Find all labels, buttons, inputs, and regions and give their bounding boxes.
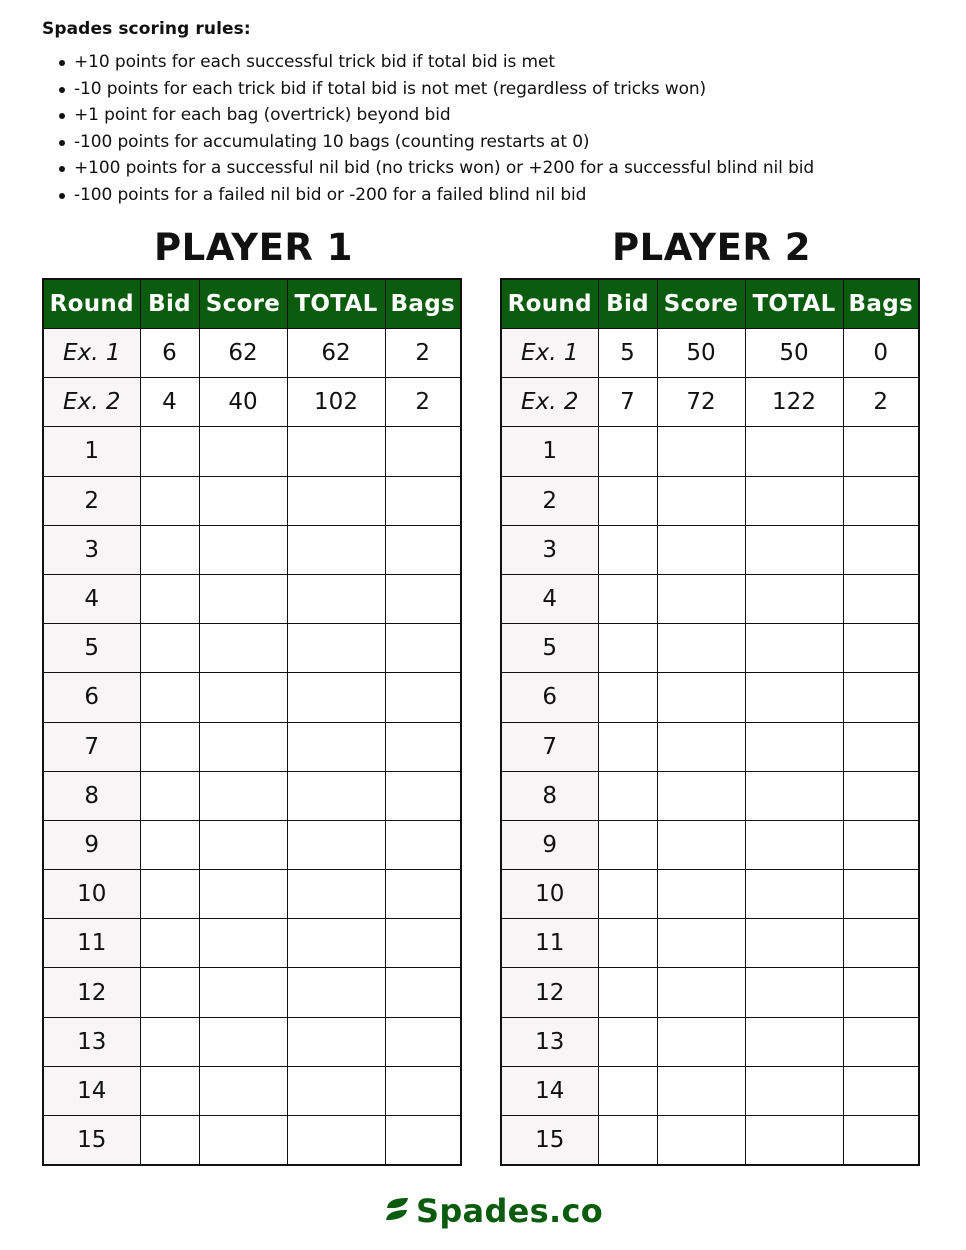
example-bags-cell: 2 bbox=[385, 329, 461, 378]
total-entry-cell[interactable] bbox=[745, 771, 843, 820]
bid-entry-cell[interactable] bbox=[140, 820, 199, 869]
bags-entry-cell[interactable] bbox=[385, 1116, 461, 1166]
bags-entry-cell[interactable] bbox=[385, 574, 461, 623]
score-entry-cell[interactable] bbox=[199, 722, 287, 771]
player-2-title: PLAYER 2 bbox=[612, 226, 811, 269]
bid-entry-cell[interactable] bbox=[598, 1017, 657, 1066]
score-entry-cell[interactable] bbox=[199, 476, 287, 525]
bags-entry-cell[interactable] bbox=[843, 525, 919, 574]
example-score-cell: 72 bbox=[657, 378, 745, 427]
rule-item: +10 points for each successful trick bid if total bid is met bbox=[42, 49, 814, 76]
example-score-cell: 62 bbox=[199, 329, 287, 378]
bid-entry-cell[interactable] bbox=[598, 427, 657, 476]
score-entry-cell[interactable] bbox=[199, 1116, 287, 1166]
bid-entry-cell[interactable] bbox=[140, 1116, 199, 1166]
score-entry-cell[interactable] bbox=[657, 771, 745, 820]
score-entry-cell[interactable] bbox=[657, 722, 745, 771]
round-number-cell: 15 bbox=[43, 1116, 140, 1166]
total-entry-cell[interactable] bbox=[745, 427, 843, 476]
bags-entry-cell[interactable] bbox=[843, 1017, 919, 1066]
total-entry-cell[interactable] bbox=[745, 624, 843, 673]
table-row bbox=[43, 968, 461, 1017]
total-entry-cell[interactable] bbox=[287, 1017, 385, 1066]
bags-entry-cell[interactable] bbox=[385, 673, 461, 722]
bags-entry-cell[interactable] bbox=[385, 427, 461, 476]
example-round-cell: Ex. 2 bbox=[43, 378, 140, 427]
example-bid-cell: 4 bbox=[140, 378, 199, 427]
table-row bbox=[43, 870, 461, 919]
bags-entry-cell[interactable] bbox=[385, 722, 461, 771]
bid-header: Bid bbox=[598, 279, 657, 329]
bid-entry-cell[interactable] bbox=[140, 476, 199, 525]
score-entry-cell[interactable] bbox=[199, 574, 287, 623]
table-row bbox=[43, 427, 461, 476]
bid-entry-cell[interactable] bbox=[598, 1066, 657, 1115]
round-number-cell: 5 bbox=[43, 624, 140, 673]
round-number-cell: 1 bbox=[43, 427, 140, 476]
bags-entry-cell[interactable] bbox=[843, 427, 919, 476]
table-row bbox=[501, 820, 919, 869]
total-entry-cell[interactable] bbox=[287, 771, 385, 820]
bid-entry-cell[interactable] bbox=[140, 427, 199, 476]
example-bags-cell: 0 bbox=[843, 329, 919, 378]
total-entry-cell[interactable] bbox=[745, 1017, 843, 1066]
round-header: Round bbox=[43, 279, 140, 329]
bags-entry-cell[interactable] bbox=[385, 476, 461, 525]
total-entry-cell[interactable] bbox=[745, 525, 843, 574]
bid-entry-cell[interactable] bbox=[598, 624, 657, 673]
bags-entry-cell[interactable] bbox=[385, 820, 461, 869]
total-entry-cell[interactable] bbox=[745, 574, 843, 623]
score-entry-cell[interactable] bbox=[199, 427, 287, 476]
table-row bbox=[501, 870, 919, 919]
example-bid-cell: 5 bbox=[598, 329, 657, 378]
score-entry-cell[interactable] bbox=[657, 919, 745, 968]
brand-name: Spades.co bbox=[416, 1192, 604, 1230]
score-entry-cell[interactable] bbox=[657, 476, 745, 525]
total-entry-cell[interactable] bbox=[745, 870, 843, 919]
bags-entry-cell[interactable] bbox=[843, 476, 919, 525]
round-number-cell: 14 bbox=[501, 1066, 598, 1115]
table-row bbox=[501, 574, 919, 623]
bags-entry-cell[interactable] bbox=[385, 1017, 461, 1066]
bid-entry-cell[interactable] bbox=[140, 1017, 199, 1066]
bid-entry-cell[interactable] bbox=[598, 1116, 657, 1166]
score-entry-cell[interactable] bbox=[657, 673, 745, 722]
bags-entry-cell[interactable] bbox=[843, 624, 919, 673]
score-entry-cell[interactable] bbox=[199, 525, 287, 574]
round-number-cell: 15 bbox=[501, 1116, 598, 1166]
bid-entry-cell[interactable] bbox=[598, 574, 657, 623]
total-entry-cell[interactable] bbox=[745, 673, 843, 722]
rules-list bbox=[42, 49, 814, 209]
total-entry-cell[interactable] bbox=[287, 574, 385, 623]
bid-entry-cell[interactable] bbox=[140, 870, 199, 919]
table-row bbox=[501, 919, 919, 968]
bags-entry-cell[interactable] bbox=[843, 574, 919, 623]
example-bid-cell: 6 bbox=[140, 329, 199, 378]
example-row bbox=[43, 378, 461, 427]
table-row bbox=[501, 673, 919, 722]
round-number-cell: 4 bbox=[43, 574, 140, 623]
bags-entry-cell[interactable] bbox=[843, 870, 919, 919]
round-number-cell: 7 bbox=[43, 722, 140, 771]
score-entry-cell[interactable] bbox=[199, 673, 287, 722]
example-row bbox=[501, 329, 919, 378]
total-header: TOTAL bbox=[287, 279, 385, 329]
bags-entry-cell[interactable] bbox=[843, 673, 919, 722]
score-entry-cell[interactable] bbox=[657, 968, 745, 1017]
bags-entry-cell[interactable] bbox=[385, 1066, 461, 1115]
round-number-cell: 11 bbox=[501, 919, 598, 968]
bid-entry-cell[interactable] bbox=[598, 771, 657, 820]
bid-entry-cell[interactable] bbox=[140, 1066, 199, 1115]
total-entry-cell[interactable] bbox=[287, 624, 385, 673]
bags-entry-cell[interactable] bbox=[385, 919, 461, 968]
round-number-cell: 1 bbox=[501, 427, 598, 476]
table-row bbox=[43, 919, 461, 968]
example-bags-cell: 2 bbox=[843, 378, 919, 427]
total-entry-cell[interactable] bbox=[287, 476, 385, 525]
rules-title: Spades scoring rules: bbox=[42, 19, 251, 39]
score-entry-cell[interactable] bbox=[657, 574, 745, 623]
player-1-score-table bbox=[42, 278, 462, 1166]
rule-item: -100 points for a failed nil bid or -200 for a failed blind nil bid bbox=[42, 182, 814, 209]
score-entry-cell[interactable] bbox=[657, 624, 745, 673]
example-score-cell: 50 bbox=[657, 329, 745, 378]
total-entry-cell[interactable] bbox=[287, 1066, 385, 1115]
bid-entry-cell[interactable] bbox=[140, 722, 199, 771]
round-header: Round bbox=[501, 279, 598, 329]
bags-entry-cell[interactable] bbox=[843, 722, 919, 771]
bid-entry-cell[interactable] bbox=[140, 525, 199, 574]
round-number-cell: 13 bbox=[501, 1017, 598, 1066]
bid-entry-cell[interactable] bbox=[598, 476, 657, 525]
round-number-cell: 13 bbox=[43, 1017, 140, 1066]
table-row bbox=[43, 673, 461, 722]
bid-entry-cell[interactable] bbox=[598, 870, 657, 919]
table-row bbox=[501, 1066, 919, 1115]
example-round-cell: Ex. 2 bbox=[501, 378, 598, 427]
leaf-logo-icon bbox=[384, 1196, 410, 1226]
bid-entry-cell[interactable] bbox=[598, 919, 657, 968]
total-entry-cell[interactable] bbox=[745, 476, 843, 525]
example-row bbox=[43, 329, 461, 378]
bags-header: Bags bbox=[385, 279, 461, 329]
player-2-score-table bbox=[500, 278, 920, 1166]
score-entry-cell[interactable] bbox=[657, 1066, 745, 1115]
example-round-cell: Ex. 1 bbox=[43, 329, 140, 378]
bags-entry-cell[interactable] bbox=[385, 870, 461, 919]
score-entry-cell[interactable] bbox=[199, 771, 287, 820]
bid-entry-cell[interactable] bbox=[140, 624, 199, 673]
round-number-cell: 9 bbox=[43, 820, 140, 869]
total-entry-cell[interactable] bbox=[745, 1066, 843, 1115]
example-total-cell: 102 bbox=[287, 378, 385, 427]
score-entry-cell[interactable] bbox=[657, 870, 745, 919]
score-entry-cell[interactable] bbox=[199, 1017, 287, 1066]
table-header-row bbox=[43, 279, 461, 329]
bags-entry-cell[interactable] bbox=[385, 968, 461, 1017]
example-total-cell: 122 bbox=[745, 378, 843, 427]
rule-item: +1 point for each bag (overtrick) beyond bid bbox=[42, 102, 814, 129]
round-number-cell: 12 bbox=[43, 968, 140, 1017]
bid-entry-cell[interactable] bbox=[598, 673, 657, 722]
round-number-cell: 6 bbox=[43, 673, 140, 722]
total-entry-cell[interactable] bbox=[287, 820, 385, 869]
player-1-title: PLAYER 1 bbox=[154, 226, 353, 269]
table-row bbox=[43, 624, 461, 673]
table-row bbox=[43, 1116, 461, 1166]
total-entry-cell[interactable] bbox=[287, 722, 385, 771]
total-entry-cell[interactable] bbox=[287, 427, 385, 476]
bid-entry-cell[interactable] bbox=[598, 525, 657, 574]
score-entry-cell[interactable] bbox=[199, 1066, 287, 1115]
bid-entry-cell[interactable] bbox=[140, 673, 199, 722]
bags-entry-cell[interactable] bbox=[385, 624, 461, 673]
brand-logo bbox=[384, 1189, 603, 1233]
total-entry-cell[interactable] bbox=[745, 968, 843, 1017]
round-number-cell: 3 bbox=[501, 525, 598, 574]
round-number-cell: 11 bbox=[43, 919, 140, 968]
score-entry-cell[interactable] bbox=[657, 1116, 745, 1166]
bags-entry-cell[interactable] bbox=[843, 968, 919, 1017]
round-number-cell: 8 bbox=[501, 771, 598, 820]
score-entry-cell[interactable] bbox=[657, 1017, 745, 1066]
table-row bbox=[43, 574, 461, 623]
score-entry-cell[interactable] bbox=[199, 624, 287, 673]
round-number-cell: 10 bbox=[501, 870, 598, 919]
bags-entry-cell[interactable] bbox=[385, 771, 461, 820]
round-number-cell: 4 bbox=[501, 574, 598, 623]
score-entry-cell[interactable] bbox=[199, 870, 287, 919]
example-row bbox=[501, 378, 919, 427]
total-entry-cell[interactable] bbox=[287, 673, 385, 722]
score-header: Score bbox=[657, 279, 745, 329]
score-entry-cell[interactable] bbox=[199, 820, 287, 869]
bid-entry-cell[interactable] bbox=[140, 919, 199, 968]
round-number-cell: 8 bbox=[43, 771, 140, 820]
total-entry-cell[interactable] bbox=[745, 919, 843, 968]
table-row bbox=[43, 722, 461, 771]
example-round-cell: Ex. 1 bbox=[501, 329, 598, 378]
score-entry-cell[interactable] bbox=[657, 427, 745, 476]
round-number-cell: 14 bbox=[43, 1066, 140, 1115]
score-entry-cell[interactable] bbox=[199, 919, 287, 968]
table-row bbox=[43, 820, 461, 869]
table-row bbox=[501, 771, 919, 820]
total-entry-cell[interactable] bbox=[287, 870, 385, 919]
round-number-cell: 6 bbox=[501, 673, 598, 722]
table-row bbox=[501, 1017, 919, 1066]
total-entry-cell[interactable] bbox=[745, 722, 843, 771]
bags-entry-cell[interactable] bbox=[843, 1116, 919, 1166]
total-entry-cell[interactable] bbox=[287, 525, 385, 574]
bags-entry-cell[interactable] bbox=[843, 1066, 919, 1115]
table-row bbox=[43, 476, 461, 525]
table-row bbox=[43, 1066, 461, 1115]
bags-header: Bags bbox=[843, 279, 919, 329]
score-header: Score bbox=[199, 279, 287, 329]
bid-entry-cell[interactable] bbox=[598, 722, 657, 771]
bags-entry-cell[interactable] bbox=[385, 525, 461, 574]
bags-entry-cell[interactable] bbox=[843, 820, 919, 869]
rule-item: -100 points for accumulating 10 bags (counting restarts at 0) bbox=[42, 129, 814, 156]
round-number-cell: 5 bbox=[501, 624, 598, 673]
table-row bbox=[501, 476, 919, 525]
table-row bbox=[43, 525, 461, 574]
round-number-cell: 12 bbox=[501, 968, 598, 1017]
rule-item: +100 points for a successful nil bid (no tricks won) or +200 for a successful blind nil bid bbox=[42, 155, 814, 182]
table-row bbox=[501, 722, 919, 771]
bid-header: Bid bbox=[140, 279, 199, 329]
bid-entry-cell[interactable] bbox=[140, 574, 199, 623]
score-entry-cell[interactable] bbox=[657, 525, 745, 574]
table-row bbox=[501, 968, 919, 1017]
score-entry-cell[interactable] bbox=[199, 968, 287, 1017]
table-row bbox=[501, 525, 919, 574]
total-entry-cell[interactable] bbox=[287, 919, 385, 968]
bags-entry-cell[interactable] bbox=[843, 919, 919, 968]
bid-entry-cell[interactable] bbox=[598, 820, 657, 869]
round-number-cell: 3 bbox=[43, 525, 140, 574]
total-entry-cell[interactable] bbox=[287, 1116, 385, 1166]
total-entry-cell[interactable] bbox=[745, 1116, 843, 1166]
example-total-cell: 50 bbox=[745, 329, 843, 378]
bid-entry-cell[interactable] bbox=[140, 771, 199, 820]
score-entry-cell[interactable] bbox=[657, 820, 745, 869]
table-header-row bbox=[501, 279, 919, 329]
total-entry-cell[interactable] bbox=[287, 968, 385, 1017]
total-header: TOTAL bbox=[745, 279, 843, 329]
round-number-cell: 2 bbox=[501, 476, 598, 525]
example-bags-cell: 2 bbox=[385, 378, 461, 427]
table-row bbox=[501, 1116, 919, 1166]
bid-entry-cell[interactable] bbox=[140, 968, 199, 1017]
table-row bbox=[43, 1017, 461, 1066]
round-number-cell: 9 bbox=[501, 820, 598, 869]
table-row bbox=[501, 427, 919, 476]
round-number-cell: 2 bbox=[43, 476, 140, 525]
example-score-cell: 40 bbox=[199, 378, 287, 427]
total-entry-cell[interactable] bbox=[745, 820, 843, 869]
example-total-cell: 62 bbox=[287, 329, 385, 378]
table-row bbox=[43, 771, 461, 820]
bid-entry-cell[interactable] bbox=[598, 968, 657, 1017]
round-number-cell: 7 bbox=[501, 722, 598, 771]
rule-item: -10 points for each trick bid if total bid is not met (regardless of tricks won) bbox=[42, 76, 814, 103]
table-row bbox=[501, 624, 919, 673]
round-number-cell: 10 bbox=[43, 870, 140, 919]
example-bid-cell: 7 bbox=[598, 378, 657, 427]
bags-entry-cell[interactable] bbox=[843, 771, 919, 820]
